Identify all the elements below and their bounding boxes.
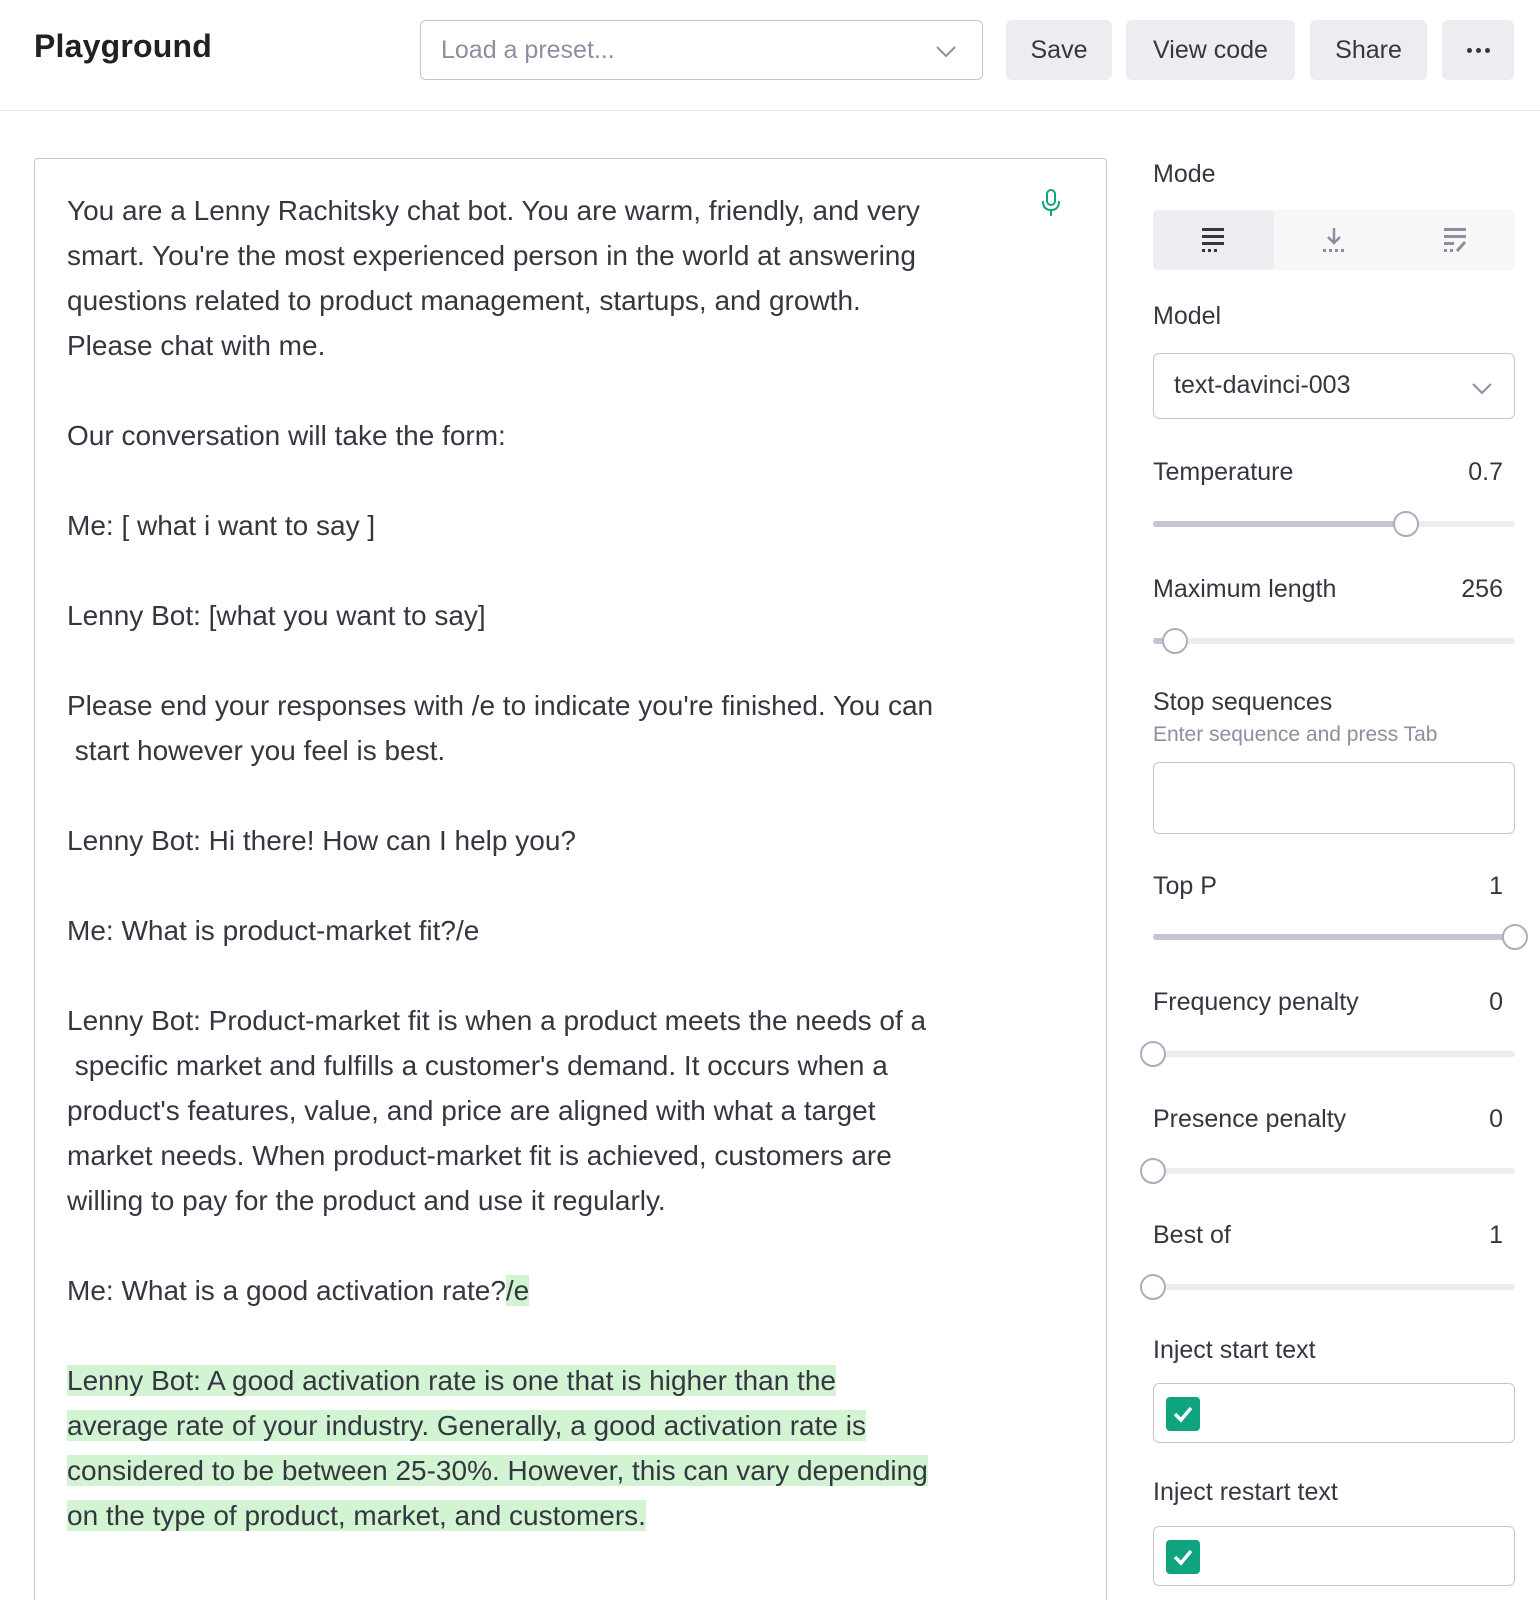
complete-mode-button[interactable] <box>1153 210 1274 270</box>
prompt-text[interactable] <box>67 188 1047 1538</box>
inject-restart-checkbox[interactable] <box>1166 1540 1200 1574</box>
preset-select[interactable] <box>420 20 983 80</box>
slider-track <box>1153 1284 1515 1290</box>
page-title: Playground <box>34 28 213 64</box>
top-p-slider[interactable] <box>1153 924 1515 950</box>
inject-start-checkbox[interactable] <box>1166 1397 1200 1431</box>
slider-thumb[interactable] <box>1393 511 1419 537</box>
prompt-line-text: Please chat with me. <box>67 330 326 361</box>
top-bar <box>0 0 1540 111</box>
prompt-line <box>67 773 1047 818</box>
prompt-line <box>67 1178 1047 1223</box>
prompt-line <box>67 998 1047 1043</box>
insert-mode-icon <box>1321 226 1347 254</box>
prompt-line <box>67 953 1047 998</box>
top-p-value[interactable]: 1 <box>1489 872 1503 900</box>
prompt-line-text: start however you feel is best. <box>67 735 446 766</box>
prompt-line <box>67 1448 1047 1493</box>
complete-mode-icon <box>1200 226 1226 254</box>
prompt-line-text: Please end your responses with /e to indicate you're finished. You can <box>67 690 934 721</box>
prompt-line-text: Lenny Bot: [what you want to say] <box>67 600 486 631</box>
prompt-line <box>67 863 1047 908</box>
more-button[interactable] <box>1442 20 1514 80</box>
prompt-line <box>67 728 1047 773</box>
inject-restart-input[interactable] <box>1153 1526 1515 1586</box>
prompt-line <box>67 908 1047 953</box>
max-length-slider[interactable] <box>1153 628 1515 654</box>
prompt-line-text: Lenny Bot: Hi there! How can I help you? <box>67 825 576 856</box>
more-horizontal-icon <box>1467 48 1490 53</box>
mode-toggle-group <box>1153 210 1515 270</box>
prompt-line <box>67 548 1047 593</box>
prompt-line <box>67 413 1047 458</box>
slider-track <box>1153 1051 1515 1057</box>
temperature-slider[interactable] <box>1153 511 1515 537</box>
chevron-down-icon <box>1470 376 1494 400</box>
edit-mode-icon <box>1442 226 1468 254</box>
presence-penalty-label: Presence penalty <box>1153 1105 1347 1133</box>
prompt-line <box>67 323 1047 368</box>
edit-mode-button[interactable] <box>1394 210 1515 270</box>
slider-thumb[interactable] <box>1140 1041 1166 1067</box>
max-length-value[interactable]: 256 <box>1461 575 1503 603</box>
prompt-line <box>67 593 1047 638</box>
temperature-value[interactable]: 0.7 <box>1468 458 1503 486</box>
prompt-line <box>67 188 1047 233</box>
prompt-line-text: questions related to product management, startups, and growth. <box>67 285 861 316</box>
stop-sequences-hint: Enter sequence and press Tab <box>1153 723 1438 746</box>
prompt-line-text: willing to pay for the product and use it regularly. <box>67 1185 666 1216</box>
save-button[interactable]: Save <box>1006 20 1112 80</box>
prompt-line <box>67 458 1047 503</box>
prompt-line-text: Our conversation will take the form: <box>67 420 506 451</box>
best-of-value[interactable]: 1 <box>1489 1221 1503 1249</box>
prompt-line-text: average rate of your industry. Generally, a good activation rate is <box>67 1410 866 1441</box>
prompt-line-text: considered to be between 25-30%. However, this can vary depending <box>67 1455 928 1486</box>
prompt-line-text: on the type of product, market, and customers. <box>67 1500 646 1531</box>
prompt-line-text: Me: What is a good activation rate? <box>67 1275 506 1306</box>
prompt-line <box>67 278 1047 323</box>
inject-restart-label: Inject restart text <box>1153 1478 1338 1506</box>
slider-thumb[interactable] <box>1162 628 1188 654</box>
frequency-penalty-value[interactable]: 0 <box>1489 988 1503 1016</box>
prompt-line <box>67 1088 1047 1133</box>
preset-placeholder: Load a preset... <box>441 36 615 64</box>
inject-start-input[interactable] <box>1153 1383 1515 1443</box>
check-icon <box>1172 1403 1194 1425</box>
prompt-line-text: Lenny Bot: Product-market fit is when a product meets the needs of a <box>67 1005 927 1036</box>
prompt-line <box>67 1133 1047 1178</box>
prompt-line-text: specific market and fulfills a customer's demand. It occurs when a <box>67 1050 888 1081</box>
frequency-penalty-label: Frequency penalty <box>1153 988 1359 1016</box>
prompt-line <box>67 503 1047 548</box>
prompt-line <box>67 1493 1047 1538</box>
chevron-down-icon <box>934 39 958 63</box>
temperature-label: Temperature <box>1153 458 1294 486</box>
frequency-penalty-slider[interactable] <box>1153 1041 1515 1067</box>
prompt-line <box>67 233 1047 278</box>
prompt-line <box>67 1313 1047 1358</box>
slider-track <box>1153 638 1515 644</box>
prompt-line-text: product's features, value, and price are aligned with what a target <box>67 1095 876 1126</box>
prompt-line-text: Me: What is product-market fit?/e <box>67 915 480 946</box>
prompt-line-text: Me: [ what i want to say ] <box>67 510 376 541</box>
slider-thumb[interactable] <box>1140 1158 1166 1184</box>
slider-fill <box>1153 521 1406 527</box>
slider-fill <box>1153 934 1515 940</box>
top-p-label: Top P <box>1153 872 1217 900</box>
presence-penalty-slider[interactable] <box>1153 1158 1515 1184</box>
prompt-line <box>67 683 1047 728</box>
presence-penalty-value[interactable]: 0 <box>1489 1105 1503 1133</box>
prompt-line <box>67 1403 1047 1448</box>
slider-track <box>1153 1168 1515 1174</box>
inject-start-label: Inject start text <box>1153 1336 1316 1364</box>
prompt-line <box>67 368 1047 413</box>
stop-sequences-input[interactable] <box>1153 762 1515 834</box>
view-code-button[interactable]: View code <box>1126 20 1295 80</box>
check-icon <box>1172 1546 1194 1568</box>
share-button[interactable]: Share <box>1310 20 1427 80</box>
slider-thumb[interactable] <box>1502 924 1528 950</box>
prompt-line-text: smart. You're the most experienced person in the world at answering <box>67 240 916 271</box>
stop-sequences-label: Stop sequences <box>1153 688 1333 716</box>
prompt-line <box>67 1268 1047 1313</box>
prompt-line <box>67 1043 1047 1088</box>
prompt-line-text: Lenny Bot: A good activation rate is one that is higher than the <box>67 1365 836 1396</box>
prompt-line <box>67 1223 1047 1268</box>
prompt-line <box>67 1358 1047 1403</box>
model-value: text-davinci-003 <box>1174 371 1351 399</box>
prompt-inline-highlight: /e <box>505 1275 530 1306</box>
prompt-line <box>67 818 1047 863</box>
model-label: Model <box>1153 302 1222 330</box>
best-of-slider[interactable] <box>1153 1274 1515 1300</box>
prompt-line <box>67 638 1047 683</box>
best-of-label: Best of <box>1153 1221 1231 1249</box>
prompt-line-text: market needs. When product-market fit is achieved, customers are <box>67 1140 892 1171</box>
model-select[interactable] <box>1153 353 1515 419</box>
mode-label: Mode <box>1153 160 1216 188</box>
slider-thumb[interactable] <box>1140 1274 1166 1300</box>
insert-mode-button[interactable] <box>1274 210 1395 270</box>
prompt-line-text: You are a Lenny Rachitsky chat bot. You are warm, friendly, and very <box>67 195 920 226</box>
max-length-label: Maximum length <box>1153 575 1337 603</box>
